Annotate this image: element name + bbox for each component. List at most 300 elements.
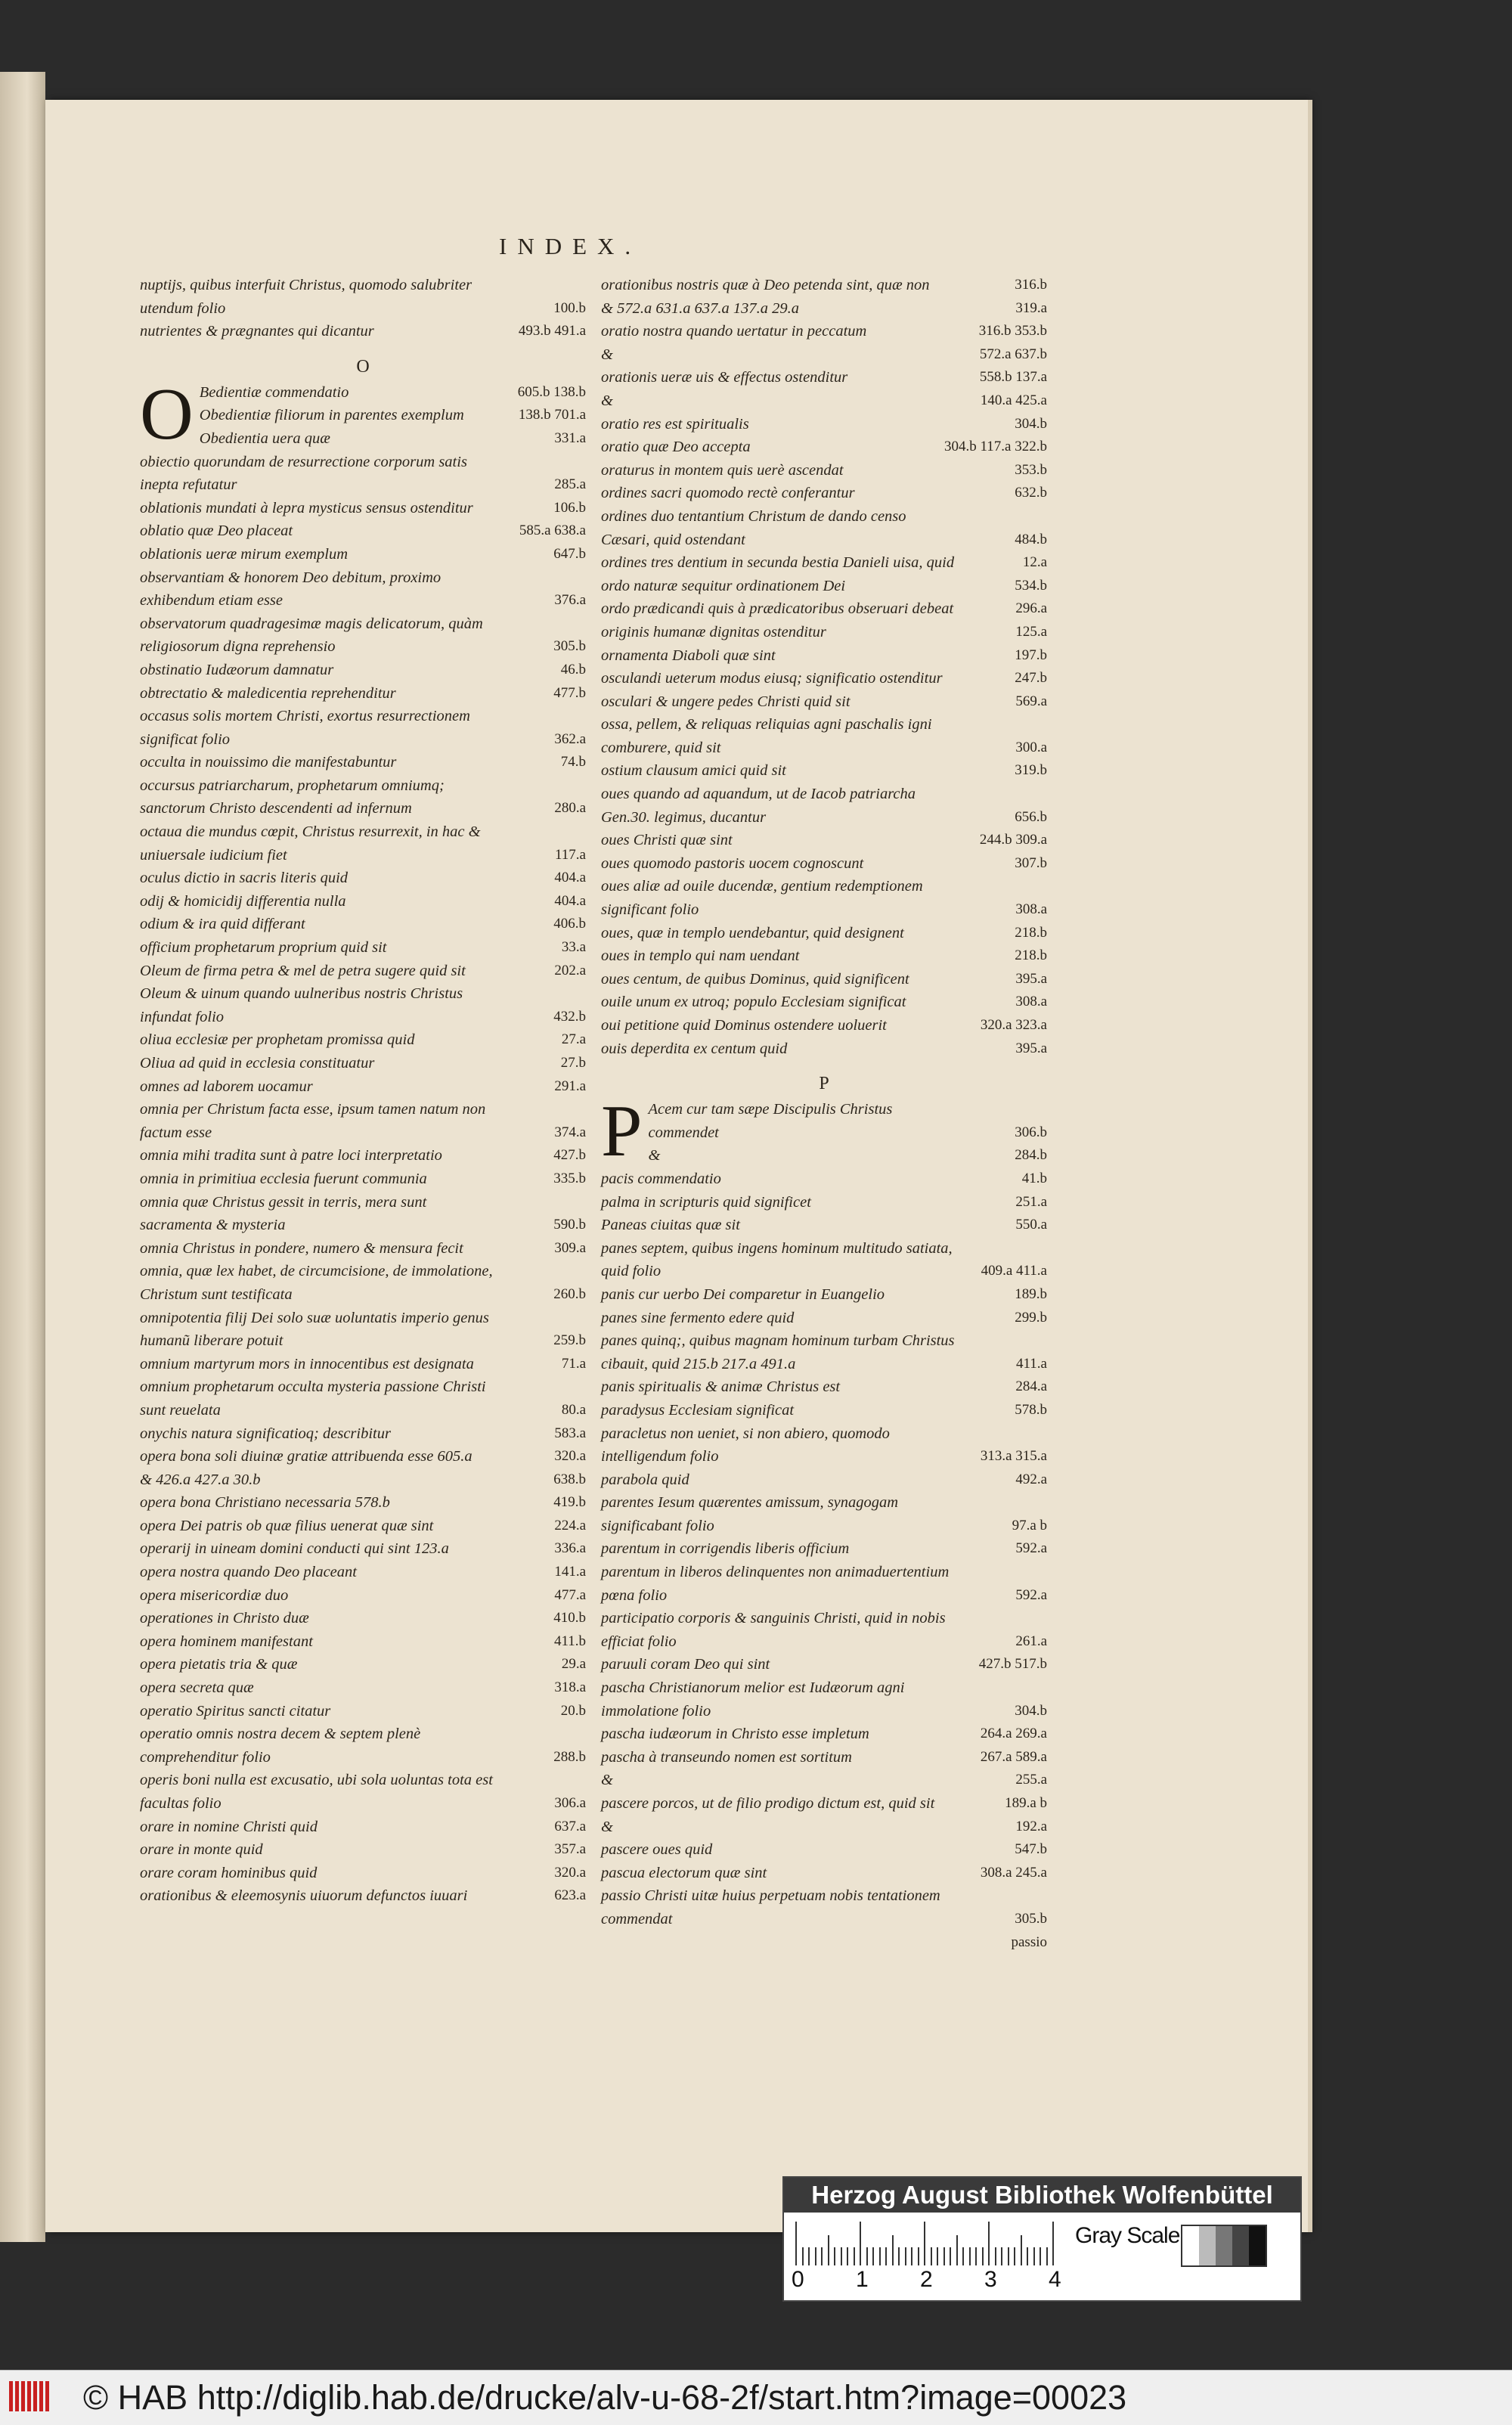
entry-page-ref: 97.a b bbox=[1012, 1517, 1047, 1533]
index-entry bbox=[601, 274, 1047, 297]
entry-page-ref: 320.a 323.a bbox=[980, 1017, 1047, 1033]
entry-text: Oliua ad quid in ecclesia constituatur bbox=[140, 1055, 375, 1071]
index-entry bbox=[601, 1607, 1047, 1653]
entry-page-ref: 319.a bbox=[1015, 299, 1047, 316]
entry-page-ref: 305.b bbox=[553, 638, 586, 655]
entry-page-ref: 218.b bbox=[1015, 924, 1047, 941]
index-entry bbox=[140, 820, 586, 867]
ruler-tick bbox=[1014, 2247, 1015, 2265]
entry-page-ref: 280.a bbox=[554, 800, 586, 817]
index-entry bbox=[601, 1329, 1047, 1375]
ruler-tick bbox=[795, 2222, 797, 2265]
entry-text: odij & homicidij differentia nulla bbox=[140, 892, 346, 910]
entry-text: & bbox=[601, 1818, 613, 1835]
entry-page-ref: 637.a bbox=[554, 1818, 586, 1834]
entry-page-ref: 313.a 315.a bbox=[980, 1448, 1047, 1465]
entry-page-ref: 299.b bbox=[1015, 1309, 1047, 1326]
index-entry bbox=[140, 1375, 586, 1422]
index-entry bbox=[601, 1422, 1047, 1468]
entry-text: oblatio quæ Deo placeat bbox=[140, 523, 293, 540]
ruler-tick bbox=[1046, 2247, 1048, 2265]
entry-page-ref: 308.a 245.a bbox=[980, 1864, 1047, 1881]
ruler-tick bbox=[988, 2222, 990, 2265]
index-entry bbox=[140, 274, 586, 320]
entry-page-ref: 374.a bbox=[554, 1124, 586, 1140]
entry-text: pascha à transeundo nomen est sortitum bbox=[601, 1748, 852, 1766]
entry-text: obiectio quorundam de resurrectione corporum satis inepta refutatur bbox=[140, 453, 467, 494]
entry-page-ref: 477.a bbox=[554, 1586, 586, 1603]
entry-page-ref: 547.b bbox=[1015, 1841, 1047, 1858]
entry-text: parentum in corrigendis liberis officium bbox=[601, 1540, 850, 1558]
index-entry bbox=[140, 404, 586, 427]
entry-text: ostium clausum amici quid sit bbox=[601, 762, 786, 780]
entry-text: oues aliæ ad ouile ducendæ, gentium redemptionem significant folio bbox=[601, 878, 923, 919]
entry-page-ref: 197.b bbox=[1015, 647, 1047, 663]
entry-page-ref: 316.b bbox=[1015, 277, 1047, 293]
index-entry bbox=[140, 1237, 586, 1261]
entry-page-ref: 534.b bbox=[1015, 577, 1047, 594]
entry-page-ref: 590.b bbox=[553, 1217, 586, 1233]
entry-text: parentes Iesum quærentes amissum, synagogam significabant folio bbox=[601, 1494, 899, 1534]
entry-text: panes quinq;, quibus magnam hominum turbam Christus cibauit, quid 215.b 217.a 491.a bbox=[601, 1332, 955, 1372]
entry-text: oues quomodo pastoris uocem cognoscunt bbox=[601, 854, 864, 872]
entry-page-ref: 335.b bbox=[553, 1170, 586, 1186]
entry-text: omnipotentia filij Dei solo suæ uoluntatis imperio genus humanũ liberare potuit bbox=[140, 1309, 489, 1350]
entry-text: pascha iudæorum in Christo esse impletum bbox=[601, 1726, 869, 1743]
index-entry bbox=[601, 459, 1047, 482]
entry-text: oues, quæ in templo uendebantur, quid designent bbox=[601, 924, 904, 941]
entry-page-ref: 320.a bbox=[554, 1864, 586, 1881]
entry-page-ref: 578.b bbox=[1015, 1401, 1047, 1418]
entry-page-ref: 141.a bbox=[554, 1564, 586, 1580]
entry-text: oliua ecclesiæ per prophetam promissa quid bbox=[140, 1031, 415, 1049]
entry-page-ref: 632.b bbox=[1015, 485, 1047, 501]
index-entry bbox=[601, 1561, 1047, 1607]
entry-text: ordo naturæ sequitur ordinationem Dei bbox=[601, 577, 846, 594]
entry-text: nuptijs, quibus interfuit Christus, quomodo salubriter utendum folio bbox=[140, 277, 472, 317]
entry-text: Oleum de firma petra & mel de petra sugere quid sit bbox=[140, 962, 466, 979]
gray-scale-swatches bbox=[1181, 2225, 1267, 2267]
entry-page-ref: 41.b bbox=[1021, 1170, 1047, 1186]
entry-text: parabola quid bbox=[601, 1471, 689, 1488]
index-entry bbox=[140, 1191, 586, 1237]
index-entry bbox=[601, 1931, 1047, 1955]
entry-page-ref: 284.b bbox=[1015, 1147, 1047, 1164]
ruler-tick bbox=[802, 2247, 804, 2265]
ruler-number: 2 bbox=[920, 2267, 933, 2292]
entry-page-ref: 288.b bbox=[553, 1748, 586, 1765]
entry-text: opera bona soli diuinæ gratiæ attribuenda esse 605.a bbox=[140, 1448, 472, 1465]
entry-page-ref: 218.b bbox=[1015, 947, 1047, 964]
index-entry bbox=[601, 1746, 1047, 1769]
index-entry bbox=[140, 751, 586, 774]
entry-page-ref: 336.a bbox=[554, 1540, 586, 1557]
index-entry bbox=[140, 1468, 586, 1492]
section-letter: O bbox=[356, 356, 370, 377]
index-entry bbox=[601, 759, 1047, 783]
entry-text: Acem cur tam sæpe Discipulis Christus commendet bbox=[648, 1101, 893, 1141]
index-entry bbox=[140, 1584, 586, 1608]
entry-page-ref: 74.b bbox=[560, 754, 586, 771]
entry-text: onychis natura significatioq; describitur bbox=[140, 1425, 391, 1442]
running-head: INDEX. bbox=[499, 233, 642, 259]
gray-scale-label: Gray Scale bbox=[1075, 2223, 1180, 2248]
index-entry bbox=[140, 1445, 586, 1468]
entry-text: occasus solis mortem Christi, exortus resurrectionem significat folio bbox=[140, 708, 470, 748]
index-entry bbox=[140, 1075, 586, 1099]
ruler-tick bbox=[892, 2235, 894, 2265]
index-entry bbox=[140, 320, 586, 343]
entry-page-ref: 427.b 517.b bbox=[978, 1656, 1047, 1673]
entry-page-ref: 362.a bbox=[554, 730, 586, 747]
index-entry bbox=[140, 936, 586, 960]
entry-page-ref: 284.a bbox=[1015, 1378, 1047, 1395]
entry-text: nutrientes & prægnantes qui dicantur bbox=[140, 323, 374, 340]
index-entry bbox=[140, 451, 586, 497]
adjacent-page-edge bbox=[0, 72, 45, 2242]
entry-text: officium prophetarum proprium quid sit bbox=[140, 939, 387, 957]
entry-text: omnium prophetarum occulta mysteria passione Christi sunt reuelata bbox=[140, 1378, 486, 1419]
index-entry bbox=[140, 1607, 586, 1630]
index-entry bbox=[140, 1028, 586, 1052]
index-entry bbox=[601, 1537, 1047, 1561]
entry-page-ref: 353.b bbox=[1015, 461, 1047, 478]
entry-page-ref: 300.a bbox=[1015, 739, 1047, 755]
ruler-tick bbox=[950, 2247, 951, 2265]
index-entry bbox=[601, 829, 1047, 852]
index-entry bbox=[601, 1816, 1047, 1839]
entry-text: oratio res est spiritualis bbox=[601, 415, 749, 433]
entry-page-ref: 306.b bbox=[1015, 1124, 1047, 1140]
entry-page-ref: 189.a b bbox=[1005, 1795, 1047, 1811]
ruler-tick bbox=[1033, 2247, 1035, 2265]
ruler-tick bbox=[1052, 2222, 1054, 2265]
entry-text: octaua die mundus cœpit, Christus resurrexit, in hac & uniuersale iudicium fiet bbox=[140, 823, 481, 864]
index-entry bbox=[601, 597, 1047, 621]
index-column-right bbox=[601, 274, 1047, 1954]
entry-text: oues quando ad aquandum, ut de Iacob patriarcha Gen.30. legimus, ducantur bbox=[601, 786, 916, 826]
index-entry bbox=[140, 612, 586, 659]
entry-text: orationis ueræ uis & effectus ostenditur bbox=[601, 369, 848, 386]
entry-text: omnium martyrum mors in innocentibus est designata bbox=[140, 1355, 474, 1372]
entry-page-ref: 285.a bbox=[554, 476, 586, 493]
entry-text: orationibus nostris quæ à Deo petenda sint, quæ non bbox=[601, 277, 930, 293]
index-entry bbox=[601, 1862, 1047, 1885]
entry-text: ouis deperdita ex centum quid bbox=[601, 1040, 788, 1057]
index-entry bbox=[140, 1052, 586, 1075]
index-entry bbox=[601, 413, 1047, 436]
entry-text: oculus dictio in sacris literis quid bbox=[140, 870, 349, 887]
entry-page-ref: 46.b bbox=[560, 661, 586, 678]
entry-page-ref: 638.b bbox=[553, 1471, 586, 1487]
entry-page-ref: 395.a bbox=[1015, 970, 1047, 987]
entry-text: operis boni nulla est excusatio, ubi sola uoluntas tota est facultas folio bbox=[140, 1772, 493, 1812]
entry-text: ouile unum ex utroq; populo Ecclesiam significat bbox=[601, 994, 906, 1011]
entry-text: oblationis ueræ mirum exemplum bbox=[140, 545, 349, 563]
entry-page-ref: 318.a bbox=[554, 1679, 586, 1696]
index-entry bbox=[140, 1884, 586, 1908]
entry-page-ref: 244.b 309.a bbox=[979, 832, 1047, 848]
index-entry bbox=[601, 783, 1047, 829]
ruler-number: 1 bbox=[856, 2267, 869, 2292]
entry-page-ref: 647.b bbox=[553, 545, 586, 562]
entry-page-ref: 224.a bbox=[554, 1517, 586, 1533]
index-entry bbox=[601, 922, 1047, 945]
ruler-tick bbox=[905, 2247, 906, 2265]
ruler-tick bbox=[943, 2247, 945, 2265]
entry-text: omnia mihi tradita sunt à patre loci interpretatio bbox=[140, 1147, 442, 1164]
entry-page-ref: 550.a bbox=[1015, 1217, 1047, 1233]
entry-text: omnia quæ Christus gessit in terris, mera sunt sacramenta & mysteria bbox=[140, 1193, 427, 1234]
entry-text: operarij in uineam domini conducti qui sint 123.a bbox=[140, 1540, 449, 1558]
index-entry bbox=[601, 436, 1047, 459]
index-entry bbox=[140, 913, 586, 936]
index-entry bbox=[140, 890, 586, 913]
entry-text: & bbox=[601, 1772, 613, 1789]
entry-text: pascere porcos, ut de filio prodigo dictum est, quid sit bbox=[601, 1795, 935, 1812]
entry-page-ref: passio bbox=[1011, 1933, 1047, 1950]
index-entry bbox=[601, 944, 1047, 968]
ruler-tick bbox=[1001, 2247, 1002, 2265]
entry-text: occursus patriarcharum, prophetarum omniumq; sanctorum Christo descendenti ad infernum bbox=[140, 777, 445, 817]
section-letter: P bbox=[819, 1074, 829, 1094]
entry-text: ordines sacri quomodo rectè conferantur bbox=[601, 485, 855, 502]
entry-page-ref: 296.a bbox=[1015, 600, 1047, 617]
index-entry bbox=[140, 682, 586, 705]
entry-text: opera bona Christiano necessaria 578.b bbox=[140, 1494, 390, 1512]
entry-page-ref: 558.b 137.a bbox=[979, 369, 1047, 386]
entry-text: ornamenta Diaboli quæ sint bbox=[601, 647, 776, 664]
index-entry bbox=[601, 1144, 1047, 1168]
ruler-tick bbox=[995, 2247, 996, 2265]
index-entry bbox=[601, 575, 1047, 598]
index-entry bbox=[601, 1307, 1047, 1330]
index-entry bbox=[601, 1283, 1047, 1307]
index-entry bbox=[601, 1676, 1047, 1723]
index-entry bbox=[140, 1422, 586, 1446]
index-entry bbox=[601, 343, 1047, 367]
ruler-tick bbox=[828, 2235, 829, 2265]
entry-page-ref: 267.a 589.a bbox=[980, 1748, 1047, 1765]
entry-text: pascha Christianorum melior est Iudæorum agni immolatione folio bbox=[601, 1679, 905, 1720]
entry-page-ref: 264.a 269.a bbox=[980, 1726, 1047, 1742]
index-entry bbox=[140, 1098, 586, 1144]
index-entry bbox=[140, 1168, 586, 1191]
entry-page-ref: 592.a bbox=[1015, 1540, 1047, 1557]
entry-page-ref: 357.a bbox=[554, 1841, 586, 1858]
entry-text: opera hominem manifestant bbox=[140, 1633, 313, 1650]
index-entry bbox=[601, 551, 1047, 575]
entry-page-ref: 605.b 138.b bbox=[517, 383, 586, 400]
entry-text: orare in nomine Christi quid bbox=[140, 1818, 318, 1835]
entry-page-ref: 308.a bbox=[1015, 901, 1047, 918]
entry-page-ref: 432.b bbox=[553, 1008, 586, 1025]
index-entry bbox=[601, 875, 1047, 921]
entry-page-ref: 411.a bbox=[1016, 1355, 1047, 1372]
entry-page-ref: 304.b bbox=[1015, 415, 1047, 432]
entry-page-ref: 585.a 638.a bbox=[519, 523, 586, 539]
entry-page-ref: 569.a bbox=[1015, 693, 1047, 709]
entry-text: panis spiritualis & animæ Christus est bbox=[601, 1378, 841, 1396]
index-entry bbox=[601, 1792, 1047, 1816]
index-entry bbox=[140, 867, 586, 890]
ruler-tick bbox=[834, 2247, 835, 2265]
entry-text: originis humanæ dignitas ostenditur bbox=[601, 623, 826, 640]
index-entry bbox=[601, 1491, 1047, 1537]
ruler-tick bbox=[911, 2247, 912, 2265]
entry-page-ref: 493.b 491.a bbox=[518, 323, 586, 340]
index-entry bbox=[140, 1630, 586, 1654]
entry-text: operatio Spiritus sancti citatur bbox=[140, 1702, 331, 1720]
index-entry bbox=[601, 1399, 1047, 1422]
entry-page-ref: 410.b bbox=[553, 1610, 586, 1626]
ruler-tick bbox=[969, 2247, 971, 2265]
entry-page-ref: 411.b bbox=[553, 1633, 586, 1649]
index-entry bbox=[601, 320, 1047, 343]
entry-text: observatorum quadragesimæ magis delicatorum, quàm religiosorum digna reprehensio bbox=[140, 615, 483, 656]
entry-page-ref: 125.a bbox=[1015, 623, 1047, 640]
entry-page-ref: 117.a bbox=[555, 846, 586, 863]
entry-text: oui petitione quid Dominus ostendere uoluerit bbox=[601, 1017, 887, 1034]
entry-page-ref: 291.a bbox=[554, 1078, 586, 1094]
entry-text: omnia per Christum facta esse, ipsum tamen natum non factum esse bbox=[140, 1101, 486, 1141]
entry-text: panes septem, quibus ingens hominum multitudo satiata, quid folio bbox=[601, 1239, 953, 1280]
index-entry bbox=[601, 366, 1047, 389]
entry-page-ref: 20.b bbox=[560, 1702, 586, 1719]
entry-page-ref: 33.a bbox=[561, 939, 586, 956]
entry-text: pacis commendatio bbox=[601, 1170, 721, 1187]
entry-page-ref: 309.a bbox=[554, 1239, 586, 1256]
ruler-tick bbox=[898, 2247, 900, 2265]
entry-text: oues centum, de quibus Dominus, quid significent bbox=[601, 970, 909, 988]
ruler-tick bbox=[1040, 2247, 1041, 2265]
index-column-left bbox=[140, 274, 586, 1908]
ruler-tick bbox=[975, 2247, 977, 2265]
index-entry bbox=[140, 1838, 586, 1862]
index-entry bbox=[601, 852, 1047, 876]
entry-page-ref: 80.a bbox=[561, 1401, 586, 1418]
index-entry bbox=[601, 991, 1047, 1014]
ruler-tick bbox=[982, 2247, 984, 2265]
entry-text: oues in templo qui nam uendant bbox=[601, 947, 800, 965]
entry-text: ordines duo tentantium Christum de dando censo Cæsari, quid ostendant bbox=[601, 507, 906, 548]
footer-copyright-link[interactable]: © HAB http://diglib.hab.de/drucke/alv-u-68-2f/start.htm?image=00023 bbox=[83, 2378, 1127, 2417]
entry-page-ref: 320.a bbox=[554, 1448, 586, 1465]
entry-page-ref: 100.b bbox=[553, 299, 586, 316]
index-entry bbox=[140, 543, 586, 566]
index-entry bbox=[140, 1700, 586, 1723]
entry-text: opera nostra quando Deo placeant bbox=[140, 1564, 357, 1581]
entry-text: & bbox=[601, 346, 613, 363]
entry-page-ref: 259.b bbox=[553, 1332, 586, 1349]
entry-text: & bbox=[648, 1147, 661, 1164]
entry-text: oblationis mundati à lepra mysticus sensus ostenditur bbox=[140, 499, 473, 516]
entry-page-ref: 656.b bbox=[1015, 808, 1047, 825]
entry-page-ref: 404.a bbox=[554, 870, 586, 886]
index-entry bbox=[601, 1838, 1047, 1862]
hab-logo-icon bbox=[9, 2381, 62, 2414]
index-entry bbox=[601, 1468, 1047, 1492]
entry-text: paradysus Ecclesiam significat bbox=[601, 1401, 795, 1419]
entry-page-ref: 477.b bbox=[553, 684, 586, 701]
entry-text: Oleum & uinum quando uulneribus nostris Christus infundat folio bbox=[140, 985, 463, 1025]
ruler-number: 4 bbox=[1049, 2267, 1061, 2292]
entry-page-ref: 308.a bbox=[1015, 994, 1047, 1010]
entry-text: & bbox=[601, 392, 613, 409]
entry-page-ref: 395.a bbox=[1015, 1040, 1047, 1056]
ruler-tick bbox=[931, 2247, 932, 2265]
index-entry bbox=[601, 1214, 1047, 1237]
entry-text: obtrectatio & maledicentia reprehenditur bbox=[140, 684, 396, 702]
entry-page-ref: 192.a bbox=[1015, 1818, 1047, 1834]
entry-page-ref: 305.b bbox=[1015, 1910, 1047, 1927]
index-entry bbox=[601, 667, 1047, 690]
entry-text: oues Christi quæ sint bbox=[601, 832, 733, 849]
entry-page-ref: 316.b 353.b bbox=[978, 323, 1047, 340]
entry-text: observantiam & honorem Deo debitum, proximo exhibendum etiam esse bbox=[140, 569, 442, 609]
entry-page-ref: 319.b bbox=[1015, 762, 1047, 779]
entry-text: Obedientiæ filiorum in parentes exemplum bbox=[199, 407, 464, 424]
index-entry bbox=[140, 1491, 586, 1515]
entry-page-ref: 484.b bbox=[1015, 531, 1047, 547]
entry-page-ref: 592.a bbox=[1015, 1586, 1047, 1603]
entry-text: panes sine fermento edere quid bbox=[601, 1309, 795, 1326]
entry-text: omnia Christus in pondere, numero & mensura fecit bbox=[140, 1239, 463, 1257]
entry-text: oratio quæ Deo accepta bbox=[601, 439, 751, 456]
index-entry bbox=[601, 1723, 1047, 1746]
ruler-tick bbox=[924, 2222, 925, 2265]
entry-text: orare coram hominibus quid bbox=[140, 1864, 318, 1881]
entry-text: osculandi ueterum modus eiusq; significatio ostenditur bbox=[601, 670, 943, 687]
entry-text: participatio corporis & sanguinis Christi, quid in nobis efficiat folio bbox=[601, 1610, 946, 1650]
entry-page-ref: 304.b 117.a 322.b bbox=[944, 439, 1047, 455]
index-entry bbox=[601, 1168, 1047, 1191]
index-entry bbox=[140, 1307, 586, 1353]
index-entry bbox=[140, 1862, 586, 1885]
entry-page-ref: 572.a 637.b bbox=[979, 346, 1047, 362]
index-entry bbox=[140, 566, 586, 612]
ruler-tick bbox=[1021, 2235, 1022, 2265]
entry-page-ref: 331.a bbox=[554, 429, 586, 446]
entry-page-ref: 406.b bbox=[553, 916, 586, 932]
entry-text: passio Christi uitæ huius perpetuam nobis tentationem commendat bbox=[601, 1887, 940, 1927]
ruler-tick bbox=[962, 2247, 964, 2265]
index-entry bbox=[601, 389, 1047, 413]
entry-text: oratio nostra quando uertatur in peccatum bbox=[601, 323, 867, 340]
ruler-tick bbox=[860, 2222, 861, 2265]
ruler-tick bbox=[1008, 2247, 1009, 2265]
ruler-tick bbox=[956, 2235, 958, 2265]
entry-page-ref: 304.b bbox=[1015, 1702, 1047, 1719]
entry-text: opera pietatis tria & quæ bbox=[140, 1656, 298, 1673]
entry-page-ref: 106.b bbox=[553, 499, 586, 516]
index-entry bbox=[140, 1769, 586, 1815]
ruler-tick bbox=[918, 2247, 919, 2265]
ruler-tick bbox=[821, 2247, 823, 2265]
entry-page-ref: 255.a bbox=[1015, 1772, 1047, 1788]
color-scale-card bbox=[782, 2176, 1302, 2302]
ruler-tick bbox=[937, 2247, 938, 2265]
entry-text: Obedientia uera quæ bbox=[199, 429, 330, 447]
index-entry bbox=[140, 1353, 586, 1376]
entry-text: Paneas ciuitas quæ sit bbox=[601, 1217, 740, 1234]
index-entry bbox=[140, 1260, 586, 1306]
index-entry bbox=[601, 1237, 1047, 1283]
entry-text: & 426.a 427.a 30.b bbox=[140, 1471, 261, 1488]
entry-text: odium & ira quid differant bbox=[140, 916, 305, 933]
index-entry bbox=[140, 497, 586, 520]
entry-page-ref: 583.a bbox=[554, 1425, 586, 1441]
